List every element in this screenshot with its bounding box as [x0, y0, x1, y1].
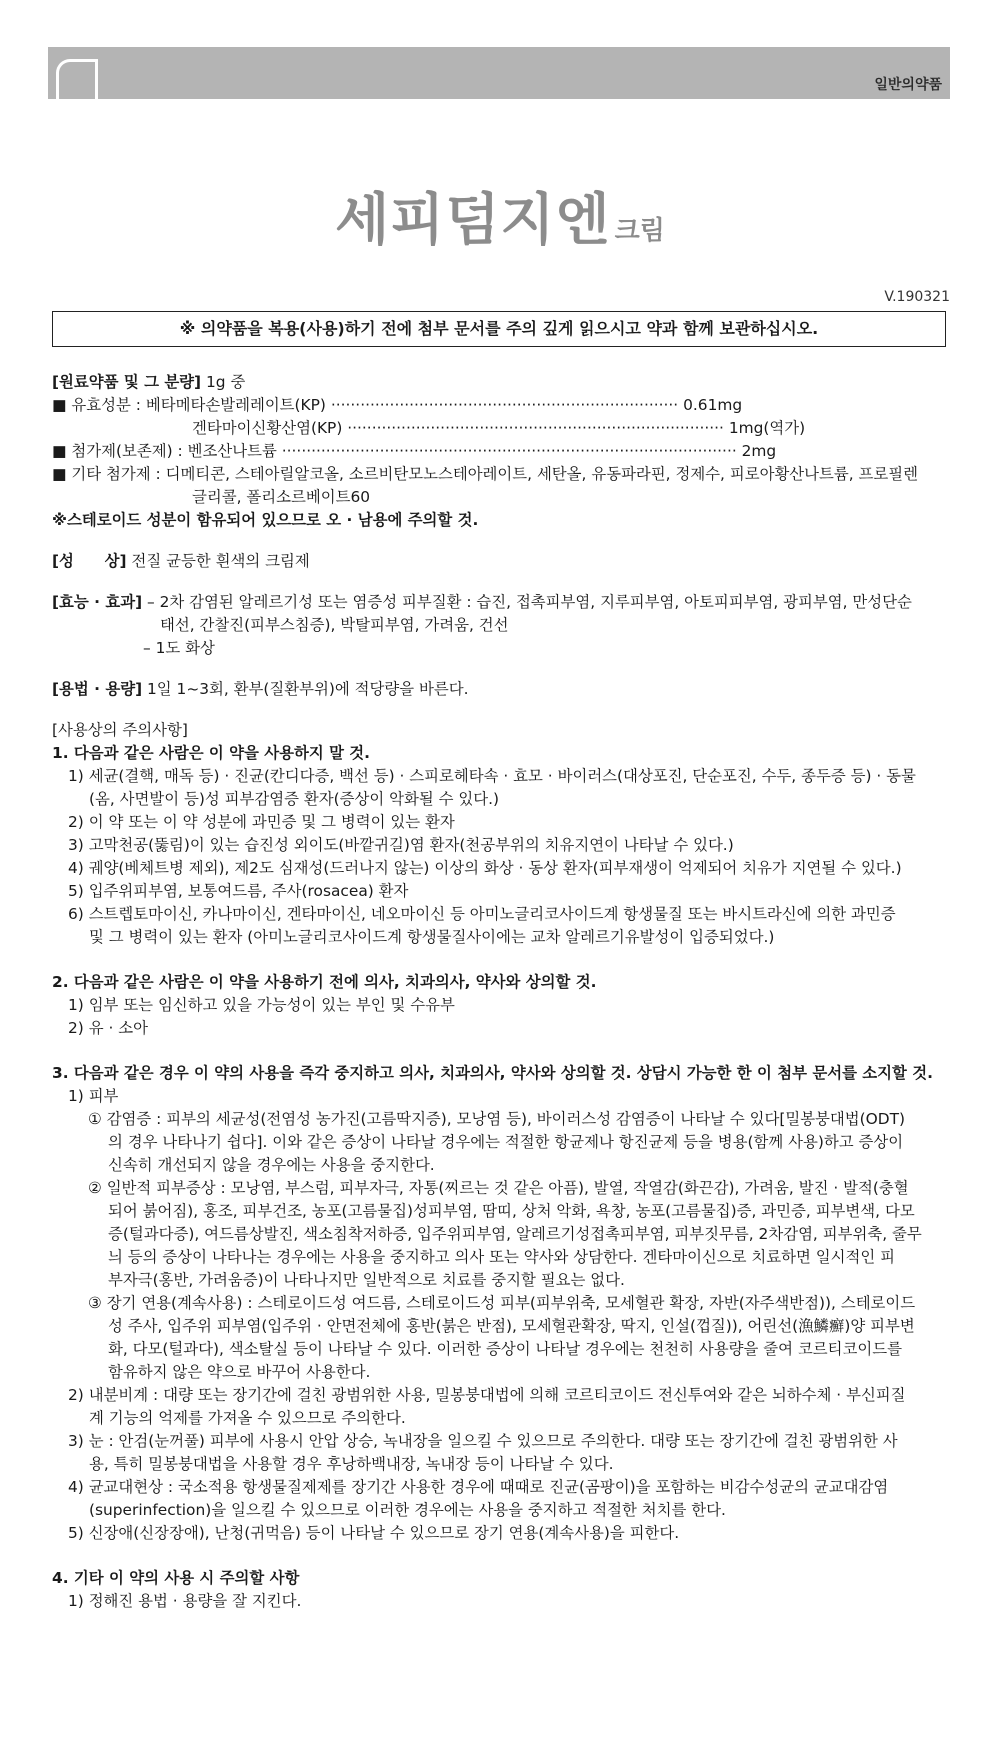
steroid-warning: ※스테로이드 성분이 함유되어 있으므로 오 · 남용에 주의할 것.	[52, 511, 479, 529]
active-label: ■ 유효성분 :	[52, 396, 146, 414]
precaution-list	[52, 765, 952, 949]
appearance-text: 전질 균등한 흰색의 크림제	[126, 552, 310, 570]
ingredients-section	[52, 371, 952, 532]
section-heading: [사용상의 주의사항]	[52, 721, 188, 739]
additive-amount: 2mg	[741, 442, 777, 460]
drug-category: 일반의약품	[874, 77, 942, 93]
active2-amount: 1mg(역가)	[728, 419, 806, 437]
precaution-line: 6) 스트렙토마이신, 카나마이신, 겐타마이신, 네오마이신 등 아미노글리코사이드계 항생물질 또는 바시트라신에 의한 과민증	[68, 905, 896, 923]
other-label: ■ 기타 첨가제 :	[52, 465, 166, 483]
precaution-line: 3) 눈 : 안검(눈꺼풀) 피부에 사용시 안압 상승, 녹내장을 일으킬 수 있으므로 주의한다. 대량 또는 장기간에 걸친 광범위한 사	[68, 1432, 898, 1450]
section-heading: [원료약품 및 그 분량]	[52, 373, 202, 391]
precaution-title: 2. 다음과 같은 사람은 이 약을 사용하기 전에 의사, 치과의사, 약사와 상의할 것.	[52, 973, 597, 991]
precaution-line: 및 그 병력이 있는 환자 (아미노글리코사이드계 항생물질사이에는 교차 알레르기유발성이 입증되었다.)	[89, 928, 775, 946]
additive-name: 벤조산나트륨	[187, 442, 277, 460]
precaution-line: 의 경우 나타나기 쉽다]. 이와 같은 증상이 나타날 경우에는 적절한 항균제나 항진균제 등을 병용(함께 사용)하고 증상이	[108, 1133, 904, 1151]
precaution-title: 1. 다음과 같은 사람은 이 약을 사용하지 말 것.	[52, 744, 371, 762]
precaution-line: 3) 고막천공(뚫림)이 있는 습진성 외이도(바깥귀길)염 환자(천공부위의 치유지연이 나타날 수 있다.)	[68, 836, 734, 854]
precaution-list	[52, 1085, 952, 1545]
precaution-line: 2) 이 약 또는 이 약 성분에 과민증 및 그 병력이 있는 환자	[68, 813, 455, 831]
precaution-line: 부자극(홍반, 가려움증)이 나타나지만 일반적으로 치료를 중지할 필요는 없다.	[108, 1271, 625, 1289]
product-title	[0, 176, 1000, 256]
precaution-line: 5) 입주위피부염, 보통여드름, 주사(rosacea) 환자	[68, 882, 409, 900]
precaution-line: 2) 유 · 소아	[68, 1019, 148, 1037]
other-additives: 디메티콘, 스테아릴알코올, 소르비탄모노스테아레이트, 세탄올, 유동파라핀, 정제수, 피로아황산나트륨, 프로필렌	[165, 465, 919, 483]
precaution-title: 4. 기타 이 약의 사용 시 주의할 사항	[52, 1569, 300, 1587]
precaution-line: 늬 등의 증상이 나타나는 경우에는 사용을 중지하고 의사 또는 약사와 상담한다. 겐타마이신으로 치료하면 일시적인 피	[108, 1248, 896, 1266]
active2-name: 겐타마이신황산염(KP)	[192, 419, 343, 437]
active1-amount: 0.61mg	[683, 396, 743, 414]
efficacy-line: – 1도 화상	[143, 639, 215, 657]
version-label: V.190321	[884, 289, 950, 305]
precaution-line: (옴, 사면발이 등)성 피부감염증 환자(증상이 악화될 수 있다.)	[89, 790, 499, 808]
folder-tab-icon	[56, 59, 98, 99]
additive-label: ■ 첨가제(보존제) :	[52, 442, 188, 460]
precaution-line: 화, 다모(털과다), 색소탈실 등이 나타날 수 있다. 이러한 증상이 나타날 경우에는 천천히 사용량을 줄여 코르티코이드를	[108, 1340, 902, 1358]
precaution-line: 되어 붉어짐), 홍조, 피부건조, 농포(고름물집)성피부염, 땀띠, 상처 악화, 욕창, 농포(고름물집)증, 과민증, 피부변색, 다모	[108, 1202, 915, 1220]
precaution-line: 4) 궤양(베체트병 제외), 제2도 심재성(드러나지 않는) 이상의 화상 · 동상 환자(피부재생이 억제되어 치유가 지연될 수 있다.)	[68, 859, 902, 877]
section-heading-tail: 1g 중	[201, 373, 246, 391]
precaution-line: 2) 내분비계 : 대량 또는 장기간에 걸친 광범위한 사용, 밀봉붕대법에 의해 코르티코이드 전신투여와 같은 뇌하수체 · 부신피질	[68, 1386, 906, 1404]
section-heading: [성 상]	[52, 552, 127, 570]
precaution-line: 1) 정해진 용법 · 용량을 잘 지킨다.	[68, 1592, 302, 1610]
precaution-line: 용, 특히 밀봉붕대법을 사용할 경우 후낭하백내장, 녹내장 등이 나타날 수 있다.	[89, 1455, 614, 1473]
precaution-line: ② 일반적 피부증상 : 모낭염, 부스럼, 피부자극, 자통(찌르는 것 같은 아픔), 발열, 작열감(화끈감), 가려움, 발진 · 발적(충혈	[88, 1179, 909, 1197]
precaution-line: 5) 신장애(신장장애), 난청(귀먹음) 등이 나타날 수 있으므로 장기 연용(계속사용)을 피한다.	[68, 1524, 680, 1542]
dosage-section	[52, 678, 952, 701]
notice-box: ※ 의약품을 복용(사용)하기 전에 첨부 문서를 주의 깊게 읽으시고 약과 함께 보관하십시오.	[52, 311, 946, 347]
product-name: 세피덤지엔	[335, 188, 611, 253]
efficacy-line: – 2차 감염된 알레르기성 또는 염증성 피부질환 : 습진, 접촉피부염, 지루피부염, 아토피피부염, 광피부염, 만성단순	[142, 593, 912, 611]
precaution-line: 신속히 개선되지 않을 경우에는 사용을 중지한다.	[108, 1156, 435, 1174]
precaution-line: 4) 균교대현상 : 국소적용 항생물질제제를 장기간 사용한 경우에 때때로 진균(곰팡이)을 포함하는 비감수성균의 균교대감염	[68, 1478, 889, 1496]
section-heading: [효능 · 효과]	[52, 593, 143, 611]
precaution-line: ① 감염증 : 피부의 세균성(전염성 농가진(고름딱지증), 모낭염 등), 바이러스성 감염증이 나타날 수 있다[밀봉붕대법(ODT)	[88, 1110, 906, 1128]
product-form: 크림	[614, 216, 665, 246]
leader-dots: ·······································································	[330, 396, 679, 414]
section-heading: [용법 · 용량]	[52, 680, 143, 698]
leader-dots: ·············································································	[347, 419, 724, 437]
precaution-line: (superinfection)을 일으킬 수 있으므로 이러한 경우에는 사용을 중지하고 적절한 처치를 한다.	[89, 1501, 726, 1519]
header-bar	[48, 47, 950, 99]
precaution-list	[52, 994, 952, 1040]
precaution-list	[52, 1590, 952, 1613]
precaution-line: 함유하지 않은 약으로 바꾸어 사용한다.	[108, 1363, 371, 1381]
efficacy-line: 태선, 간찰진(피부스침증), 박탈피부염, 가려움, 건선	[160, 616, 509, 634]
dosage-text: 1일 1~3회, 환부(질환부위)에 적당량을 바른다.	[142, 680, 469, 698]
precautions-section	[52, 719, 952, 1613]
document-body	[52, 371, 952, 1613]
precaution-line: 성 주사, 입주위 피부염(입주위 · 안면전체에 홍반(붉은 반점), 모세혈관확장, 딱지, 인설(껍질)), 어린선(漁鱗癬)양 피부변	[108, 1317, 915, 1335]
precaution-line: 계 기능의 억제를 가져올 수 있으므로 주의한다.	[89, 1409, 406, 1427]
other-additives-cont: 글리콜, 폴리소르베이트60	[192, 488, 371, 506]
precaution-line: ③ 장기 연용(계속사용) : 스테로이드성 여드름, 스테로이드성 피부(피부위축, 모세혈관 확장, 자반(자주색반점)), 스테로이드	[88, 1294, 916, 1312]
leader-dots: ·····························································································	[281, 442, 737, 460]
precaution-title: 3. 다음과 같은 경우 이 약의 사용을 즉각 중지하고 의사, 치과의사, 약사와 상의할 것. 상담시 가능한 한 이 첨부 문서를 소지할 것.	[52, 1064, 933, 1082]
efficacy-section	[52, 591, 952, 660]
precaution-line: 1) 세균(결핵, 매독 등) · 진균(칸디다증, 백선 등) · 스피로헤타속 · 효모 · 바이러스(대상포진, 단순포진, 수두, 종두증 등) · 동물	[68, 767, 916, 785]
precaution-line: 증(털과다증), 여드름상발진, 색소침착저하증, 입주위피부염, 알레르기성접촉피부염, 피부짓무름, 2차감염, 피부위축, 줄무	[108, 1225, 922, 1243]
precaution-line: 1) 피부	[68, 1087, 119, 1105]
active1-name: 베타메타손발레레이트(KP)	[145, 396, 326, 414]
appearance-section	[52, 550, 952, 573]
precaution-line: 1) 임부 또는 임신하고 있을 가능성이 있는 부인 및 수유부	[68, 996, 455, 1014]
